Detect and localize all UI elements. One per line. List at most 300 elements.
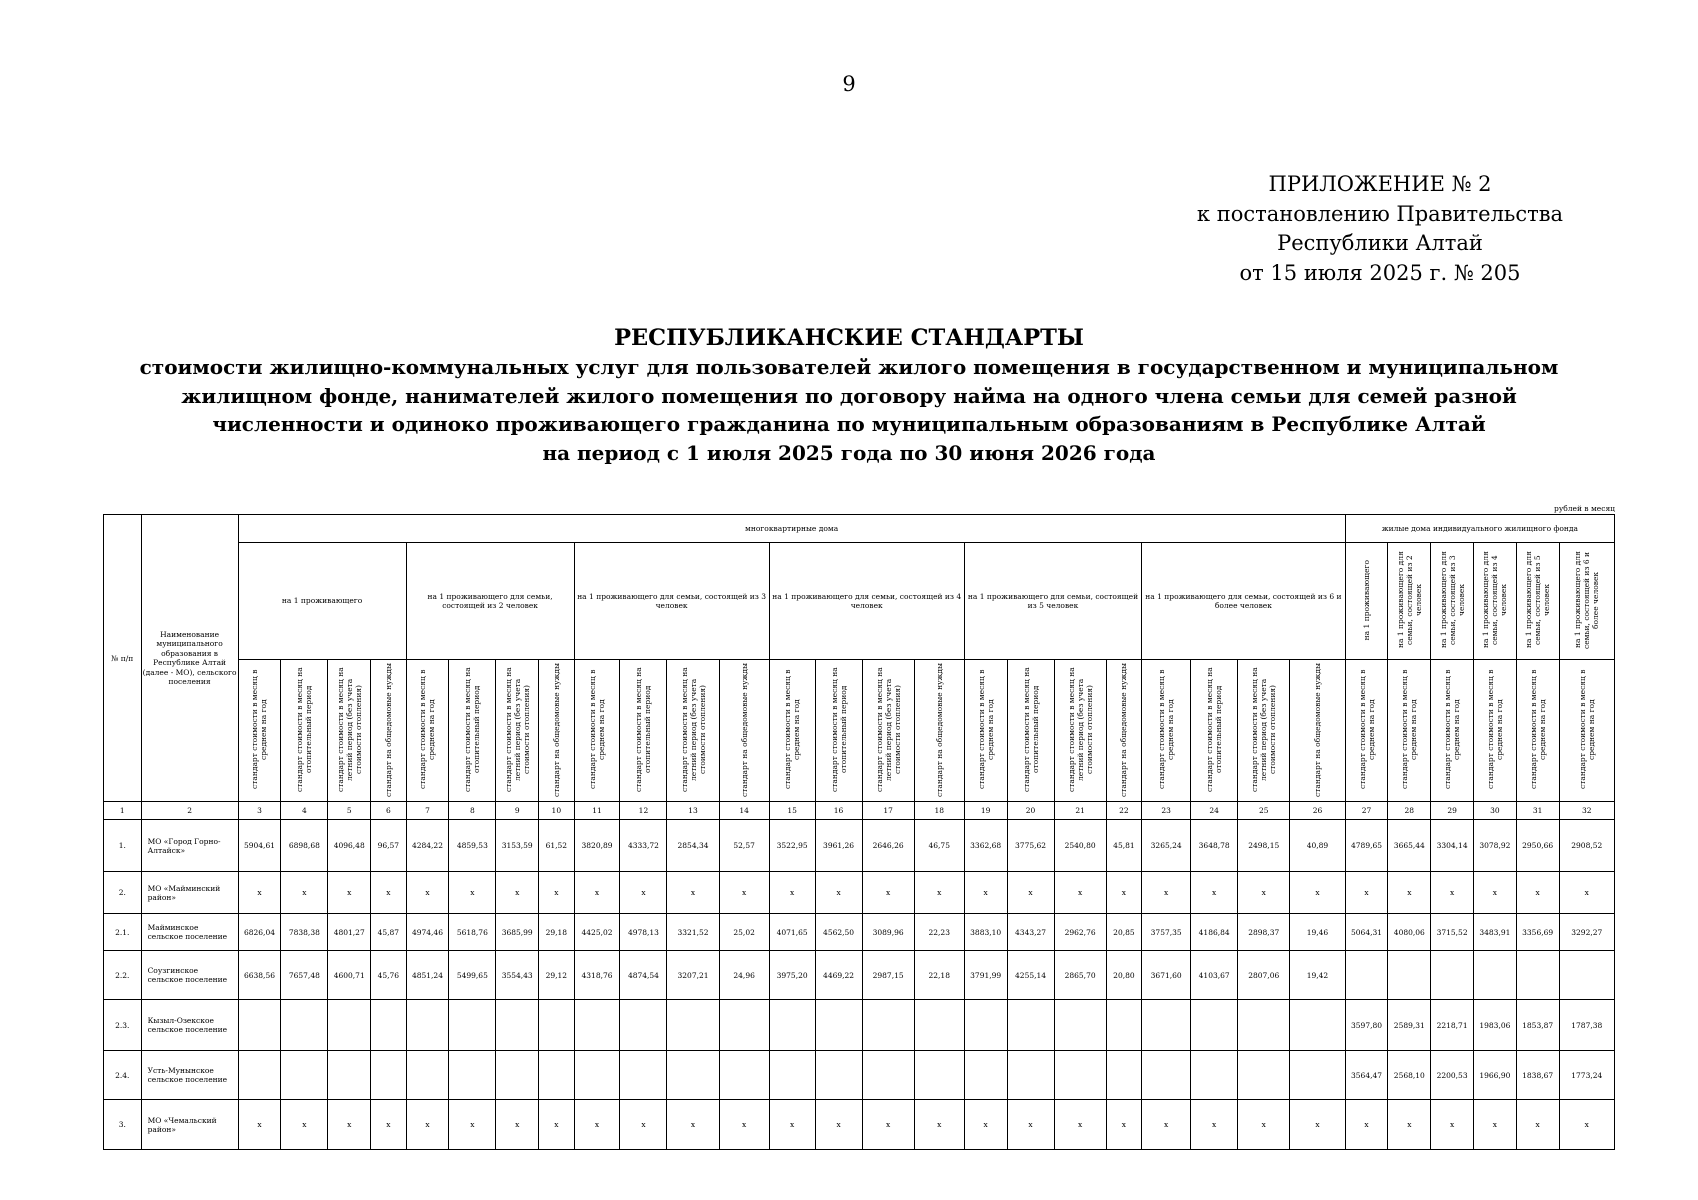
subcol-header: стандарт стоимости в месяц в среднем на год — [406, 660, 449, 802]
value-cell: 5618,76 — [449, 914, 496, 951]
value-cell: x — [281, 1100, 328, 1150]
value-cell: 4978,13 — [620, 914, 667, 951]
value-cell: x — [539, 1100, 574, 1150]
value-cell: 25,02 — [719, 914, 769, 951]
appendix-line: Республики Алтай — [1277, 231, 1483, 255]
standards-table — [103, 514, 1615, 1150]
value-cell: 3961,26 — [815, 820, 862, 872]
value-cell — [1007, 1000, 1054, 1051]
column-number: 10 — [539, 802, 574, 820]
value-cell: x — [862, 1100, 914, 1150]
document-title — [100, 323, 1598, 467]
value-cell: 2987,15 — [862, 951, 914, 1000]
value-cell: 52,57 — [719, 820, 769, 872]
value-cell — [1238, 1000, 1290, 1051]
title-main: РЕСПУБЛИКАНСКИЕ СТАНДАРТЫ — [614, 325, 1084, 351]
value-cell: x — [1345, 1100, 1388, 1150]
value-cell — [964, 1051, 1007, 1100]
value-cell — [371, 1051, 406, 1100]
value-cell: 4071,65 — [769, 914, 815, 951]
value-cell — [1106, 1051, 1141, 1100]
subcol-header: стандарт стоимости в месяц на отопительный период — [1007, 660, 1054, 802]
subgroup-header-izhs: на 1 проживающего для семьи, состоящей из 6 и более человек — [1559, 543, 1614, 660]
value-cell — [1290, 1051, 1345, 1100]
table-row — [104, 820, 1615, 872]
value-cell: 3304,14 — [1431, 820, 1474, 872]
value-cell: 3665,44 — [1388, 820, 1431, 872]
value-cell: 4096,48 — [328, 820, 371, 872]
value-cell: 3292,27 — [1559, 914, 1614, 951]
value-cell — [769, 1051, 815, 1100]
value-cell: 45,87 — [371, 914, 406, 951]
table-row — [104, 951, 1615, 1000]
value-cell: x — [769, 872, 815, 914]
value-cell: x — [1238, 1100, 1290, 1150]
value-cell: 3207,21 — [667, 951, 719, 1000]
value-cell: 2568,10 — [1388, 1051, 1431, 1100]
value-cell: x — [1106, 1100, 1141, 1150]
value-cell — [815, 1051, 862, 1100]
row-index: 2.4. — [104, 1051, 142, 1100]
column-number: 23 — [1142, 802, 1191, 820]
value-cell — [238, 1000, 281, 1051]
value-cell — [328, 1000, 371, 1051]
subcol-header: стандарт стоимости в месяц в среднем на год — [1142, 660, 1191, 802]
col-header-number: № п/п — [104, 515, 142, 802]
column-number: 24 — [1191, 802, 1238, 820]
subgroup-header-izhs: на 1 проживающего для семьи, состоящей из 5 человек — [1516, 543, 1559, 660]
subcol-header: стандарт стоимости в месяц на отопительный период — [620, 660, 667, 802]
value-cell: 1966,90 — [1473, 1051, 1516, 1100]
value-cell: x — [964, 872, 1007, 914]
value-cell: x — [371, 1100, 406, 1150]
value-cell: 3757,35 — [1142, 914, 1191, 951]
subcol-header: стандарт стоимости в месяц на отопительный период — [449, 660, 496, 802]
value-cell: x — [1290, 1100, 1345, 1150]
value-cell: 3820,89 — [574, 820, 620, 872]
subcol-header: стандарт стоимости в месяц в среднем на год — [1388, 660, 1431, 802]
subcol-header: стандарт стоимости в месяц в среднем на год — [238, 660, 281, 802]
value-cell — [620, 1051, 667, 1100]
subcol-header: стандарт стоимости в месяц на летний период (без учета стоимости отопления) — [862, 660, 914, 802]
subcol-header: стандарт стоимости в месяц в среднем на год — [964, 660, 1007, 802]
value-cell — [1345, 951, 1388, 1000]
value-cell: x — [769, 1100, 815, 1150]
value-cell: 2200,53 — [1431, 1051, 1474, 1100]
value-cell — [328, 1051, 371, 1100]
value-cell — [1007, 1051, 1054, 1100]
value-cell: x — [964, 1100, 1007, 1150]
value-cell: x — [1106, 872, 1141, 914]
column-number: 1 — [104, 802, 142, 820]
value-cell: x — [1388, 872, 1431, 914]
value-cell: 4789,65 — [1345, 820, 1388, 872]
value-cell: 2950,66 — [1516, 820, 1559, 872]
column-number: 8 — [449, 802, 496, 820]
row-index: 2.3. — [104, 1000, 142, 1051]
value-cell: 19,42 — [1290, 951, 1345, 1000]
appendix-line: от 15 июля 2025 г. № 205 — [1239, 260, 1521, 285]
value-cell — [620, 1000, 667, 1051]
value-cell: x — [1142, 872, 1191, 914]
value-cell — [914, 1000, 964, 1051]
subcol-header: стандарт стоимости в месяц в среднем на год — [1431, 660, 1474, 802]
value-cell — [1054, 1051, 1106, 1100]
column-number: 27 — [1345, 802, 1388, 820]
title-line: численности и одиноко проживающего гражданина по муниципальным образованиям в Республике Алтай — [212, 412, 1486, 436]
value-cell — [406, 1051, 449, 1100]
value-cell — [1142, 1000, 1191, 1051]
table-row — [104, 1000, 1615, 1051]
value-cell — [667, 1051, 719, 1100]
value-cell: 3078,92 — [1473, 820, 1516, 872]
value-cell: 1838,67 — [1516, 1051, 1559, 1100]
column-number: 31 — [1516, 802, 1559, 820]
row-index: 1. — [104, 820, 142, 872]
value-cell: 4851,24 — [406, 951, 449, 1000]
value-cell: x — [719, 872, 769, 914]
value-cell — [496, 1000, 539, 1051]
value-cell: 3883,10 — [964, 914, 1007, 951]
subgroup-header-mkd: на 1 проживающего для семьи, состоящей из 4 человек — [769, 543, 964, 660]
subcol-header: стандарт на общедомовые нужды — [1290, 660, 1345, 802]
column-number: 13 — [667, 802, 719, 820]
column-number: 5 — [328, 802, 371, 820]
column-number: 17 — [862, 802, 914, 820]
value-cell: 29,12 — [539, 951, 574, 1000]
row-name: МО «Чемальский район» — [141, 1100, 238, 1150]
title-subtitle — [100, 353, 1598, 467]
group-header-izhs: жилые дома индивидуального жилищного фонда — [1345, 515, 1614, 543]
value-cell: 2646,26 — [862, 820, 914, 872]
value-cell: 7657,48 — [281, 951, 328, 1000]
value-cell — [406, 1000, 449, 1051]
column-number: 6 — [371, 802, 406, 820]
value-cell: x — [238, 872, 281, 914]
column-number-row — [104, 802, 1615, 820]
value-cell: 1773,24 — [1559, 1051, 1614, 1100]
value-cell: x — [914, 1100, 964, 1150]
value-cell: x — [1345, 872, 1388, 914]
value-cell: 2807,06 — [1238, 951, 1290, 1000]
subgroup-header-mkd: на 1 проживающего — [238, 543, 406, 660]
value-cell: 4859,53 — [449, 820, 496, 872]
value-cell — [719, 1000, 769, 1051]
subcol-header: стандарт стоимости в месяц на отопительный период — [815, 660, 862, 802]
value-cell: x — [496, 872, 539, 914]
value-cell: x — [1290, 872, 1345, 914]
subcol-header: стандарт на общедомовые нужды — [719, 660, 769, 802]
value-cell: 3775,62 — [1007, 820, 1054, 872]
value-cell: x — [574, 1100, 620, 1150]
value-cell: 2962,76 — [1054, 914, 1106, 951]
value-cell — [496, 1051, 539, 1100]
value-cell: 2589,31 — [1388, 1000, 1431, 1051]
subcol-header: стандарт стоимости в месяц на летний период (без учета стоимости отопления) — [328, 660, 371, 802]
column-number: 7 — [406, 802, 449, 820]
row-index: 2.2. — [104, 951, 142, 1000]
value-cell: x — [539, 872, 574, 914]
value-cell: x — [238, 1100, 281, 1150]
value-cell: x — [1431, 872, 1474, 914]
column-number: 9 — [496, 802, 539, 820]
value-cell — [449, 1000, 496, 1051]
value-cell: 4343,27 — [1007, 914, 1054, 951]
value-cell: 3564,47 — [1345, 1051, 1388, 1100]
row-index: 2.1. — [104, 914, 142, 951]
subcol-header: стандарт стоимости в месяц в среднем на год — [1516, 660, 1559, 802]
value-cell: x — [1054, 1100, 1106, 1150]
subcol-header: стандарт на общедомовые нужды — [371, 660, 406, 802]
value-cell — [281, 1000, 328, 1051]
subgroup-header-izhs: на 1 проживающего — [1345, 543, 1388, 660]
value-cell: 3265,24 — [1142, 820, 1191, 872]
table-row — [104, 1051, 1615, 1100]
value-cell — [1238, 1051, 1290, 1100]
column-number: 25 — [1238, 802, 1290, 820]
value-cell: x — [1191, 1100, 1238, 1150]
value-cell: 40,89 — [1290, 820, 1345, 872]
subcol-header: стандарт на общедомовые нужды — [539, 660, 574, 802]
value-cell — [964, 1000, 1007, 1051]
value-cell: 45,81 — [1106, 820, 1141, 872]
value-cell: 19,46 — [1290, 914, 1345, 951]
column-number: 14 — [719, 802, 769, 820]
row-name: Соузгинское сельское поселение — [141, 951, 238, 1000]
value-cell: 4974,46 — [406, 914, 449, 951]
column-number: 26 — [1290, 802, 1345, 820]
subgroup-header-izhs: на 1 проживающего для семьи, состоящей из 4 человек — [1473, 543, 1516, 660]
subcol-header: стандарт стоимости в месяц на отопительный период — [281, 660, 328, 802]
value-cell — [238, 1051, 281, 1100]
subcol-header: стандарт стоимости в месяц на летний период (без учета стоимости отопления) — [667, 660, 719, 802]
appendix-line: ПРИЛОЖЕНИЕ № 2 — [1268, 172, 1492, 196]
subcol-header: стандарт стоимости в месяц в среднем на год — [769, 660, 815, 802]
value-cell: 46,75 — [914, 820, 964, 872]
value-cell — [914, 1051, 964, 1100]
value-cell — [1142, 1051, 1191, 1100]
column-number: 3 — [238, 802, 281, 820]
column-number: 4 — [281, 802, 328, 820]
value-cell: x — [1142, 1100, 1191, 1150]
value-cell: x — [620, 872, 667, 914]
table-row — [104, 872, 1615, 914]
value-cell: 7838,38 — [281, 914, 328, 951]
title-line: на период с 1 июля 2025 года по 30 июня 2026 года — [542, 440, 1156, 465]
value-cell — [574, 1000, 620, 1051]
table-row — [104, 1100, 1615, 1150]
value-cell: 4801,27 — [328, 914, 371, 951]
value-cell: x — [815, 1100, 862, 1150]
value-cell: x — [815, 872, 862, 914]
value-cell: 4562,50 — [815, 914, 862, 951]
value-cell: x — [1007, 1100, 1054, 1150]
col-header-name: Наименование муниципального образования в Республике Алтай (далее - МО), сельского поселения — [141, 515, 238, 802]
title-line: стоимости жилищно-коммунальных услуг для пользователей жилого помещения в государственном и муниципальном — [139, 355, 1559, 379]
column-number: 2 — [141, 802, 238, 820]
row-name: Кызыл-Озекское сельское поселение — [141, 1000, 238, 1051]
value-cell: x — [1473, 872, 1516, 914]
value-cell: 2540,80 — [1054, 820, 1106, 872]
value-cell — [1388, 951, 1431, 1000]
value-cell: 3522,95 — [769, 820, 815, 872]
value-cell: 2854,34 — [667, 820, 719, 872]
subcol-header: стандарт стоимости в месяц на летний период (без учета стоимости отопления) — [1238, 660, 1290, 802]
subcol-header: стандарт стоимости в месяц в среднем на год — [1473, 660, 1516, 802]
subgroup-header-mkd: на 1 проживающего для семьи, состоящей из 2 человек — [406, 543, 574, 660]
value-cell: 61,52 — [539, 820, 574, 872]
value-cell: 3089,96 — [862, 914, 914, 951]
value-cell — [769, 1000, 815, 1051]
value-cell: x — [1559, 1100, 1614, 1150]
value-cell: 4255,14 — [1007, 951, 1054, 1000]
value-cell: 4186,84 — [1191, 914, 1238, 951]
appendix-line: к постановлению Правительства — [1196, 201, 1564, 226]
subgroup-header-mkd: на 1 проживающего для семьи, состоящей из 3 человек — [574, 543, 769, 660]
title-line: жилищном фонде, нанимателей жилого помещения по договору найма на одного члена семьи для семей разной — [181, 383, 1517, 408]
row-name: Майминское сельское поселение — [141, 914, 238, 951]
subcol-header: стандарт на общедомовые нужды — [1106, 660, 1141, 802]
value-cell: 4284,22 — [406, 820, 449, 872]
column-number: 21 — [1054, 802, 1106, 820]
subcol-header: стандарт стоимости в месяц в среднем на год — [574, 660, 620, 802]
value-cell: 4600,71 — [328, 951, 371, 1000]
value-cell: x — [719, 1100, 769, 1150]
value-cell: x — [914, 872, 964, 914]
column-number: 32 — [1559, 802, 1614, 820]
value-cell: 4318,76 — [574, 951, 620, 1000]
value-cell — [1290, 1000, 1345, 1051]
column-number: 16 — [815, 802, 862, 820]
value-cell: 45,76 — [371, 951, 406, 1000]
value-cell: 6898,68 — [281, 820, 328, 872]
row-name: Усть-Мунынское сельское поселение — [141, 1051, 238, 1100]
value-cell: 22,23 — [914, 914, 964, 951]
value-cell — [862, 1051, 914, 1100]
value-cell: 4425,02 — [574, 914, 620, 951]
value-cell: 4080,06 — [1388, 914, 1431, 951]
value-cell: x — [281, 872, 328, 914]
value-cell: 5064,31 — [1345, 914, 1388, 951]
subgroup-header-mkd: на 1 проживающего для семьи, состоящей из 6 и более человек — [1142, 543, 1345, 660]
row-index: 3. — [104, 1100, 142, 1150]
value-cell: 3685,99 — [496, 914, 539, 951]
value-cell: 3356,69 — [1516, 914, 1559, 951]
value-cell — [1106, 1000, 1141, 1051]
column-number: 29 — [1431, 802, 1474, 820]
subgroup-header-izhs: на 1 проживающего для семьи, состоящей из 3 человек — [1431, 543, 1474, 660]
value-cell: 6638,56 — [238, 951, 281, 1000]
value-cell: x — [496, 1100, 539, 1150]
value-cell — [281, 1051, 328, 1100]
value-cell: 5499,65 — [449, 951, 496, 1000]
value-cell — [1473, 951, 1516, 1000]
column-number: 19 — [964, 802, 1007, 820]
column-number: 12 — [620, 802, 667, 820]
value-cell: 6826,04 — [238, 914, 281, 951]
subgroup-header-mkd: на 1 проживающего для семьи, состоящей из 5 человек — [964, 543, 1141, 660]
value-cell: 2898,37 — [1238, 914, 1290, 951]
value-cell: 20,80 — [1106, 951, 1141, 1000]
value-cell: 3671,60 — [1142, 951, 1191, 1000]
value-cell: 3362,68 — [964, 820, 1007, 872]
value-cell: 2498,15 — [1238, 820, 1290, 872]
value-cell: 3554,43 — [496, 951, 539, 1000]
value-cell: x — [1388, 1100, 1431, 1150]
column-number: 22 — [1106, 802, 1141, 820]
row-name: МО «Город Горно-Алтайск» — [141, 820, 238, 872]
value-cell: x — [1007, 872, 1054, 914]
group-header-mkd: многоквартирные дома — [238, 515, 1345, 543]
value-cell: 2218,71 — [1431, 1000, 1474, 1051]
value-cell: x — [862, 872, 914, 914]
value-cell: 2908,52 — [1559, 820, 1614, 872]
column-number: 20 — [1007, 802, 1054, 820]
value-cell: x — [1516, 872, 1559, 914]
value-cell: 3648,78 — [1191, 820, 1238, 872]
value-cell: 29,18 — [539, 914, 574, 951]
value-cell — [1516, 951, 1559, 1000]
value-cell: 4103,67 — [1191, 951, 1238, 1000]
value-cell: 24,96 — [719, 951, 769, 1000]
column-number: 15 — [769, 802, 815, 820]
value-cell: x — [620, 1100, 667, 1150]
value-cell: 96,57 — [371, 820, 406, 872]
value-cell: 3321,52 — [667, 914, 719, 951]
value-cell: 4469,22 — [815, 951, 862, 1000]
column-number: 30 — [1473, 802, 1516, 820]
value-cell: 3715,52 — [1431, 914, 1474, 951]
value-cell — [539, 1051, 574, 1100]
column-number: 11 — [574, 802, 620, 820]
value-cell: 1983,06 — [1473, 1000, 1516, 1051]
value-cell: 1787,38 — [1559, 1000, 1614, 1051]
value-cell: 3597,80 — [1345, 1000, 1388, 1051]
value-cell: x — [406, 1100, 449, 1150]
units-note: рублей в месяц — [1554, 504, 1615, 513]
value-cell: x — [406, 872, 449, 914]
value-cell: x — [1054, 872, 1106, 914]
value-cell: x — [1473, 1100, 1516, 1150]
subcol-header: стандарт на общедомовые нужды — [914, 660, 964, 802]
value-cell: x — [667, 1100, 719, 1150]
value-cell — [449, 1051, 496, 1100]
value-cell: x — [1238, 872, 1290, 914]
subcol-header: стандарт стоимости в месяц на летний период (без учета стоимости отопления) — [496, 660, 539, 802]
value-cell: x — [1431, 1100, 1474, 1150]
value-cell — [815, 1000, 862, 1051]
value-cell: x — [1516, 1100, 1559, 1150]
value-cell: x — [667, 872, 719, 914]
value-cell: 4333,72 — [620, 820, 667, 872]
value-cell: 5904,61 — [238, 820, 281, 872]
value-cell: x — [449, 1100, 496, 1150]
value-cell: x — [328, 1100, 371, 1150]
value-cell — [371, 1000, 406, 1051]
value-cell: x — [574, 872, 620, 914]
value-cell: 3483,91 — [1473, 914, 1516, 951]
value-cell — [719, 1051, 769, 1100]
row-name: МО «Майминский район» — [141, 872, 238, 914]
value-cell — [539, 1000, 574, 1051]
value-cell — [574, 1051, 620, 1100]
subcol-header: стандарт стоимости в месяц на отопительный период — [1191, 660, 1238, 802]
subgroup-header-izhs: на 1 проживающего для семьи, состоящей из 2 человек — [1388, 543, 1431, 660]
value-cell: 3791,99 — [964, 951, 1007, 1000]
subcol-header: стандарт стоимости в месяц на летний период (без учета стоимости отопления) — [1054, 660, 1106, 802]
value-cell: 3153,59 — [496, 820, 539, 872]
value-cell: 4874,54 — [620, 951, 667, 1000]
